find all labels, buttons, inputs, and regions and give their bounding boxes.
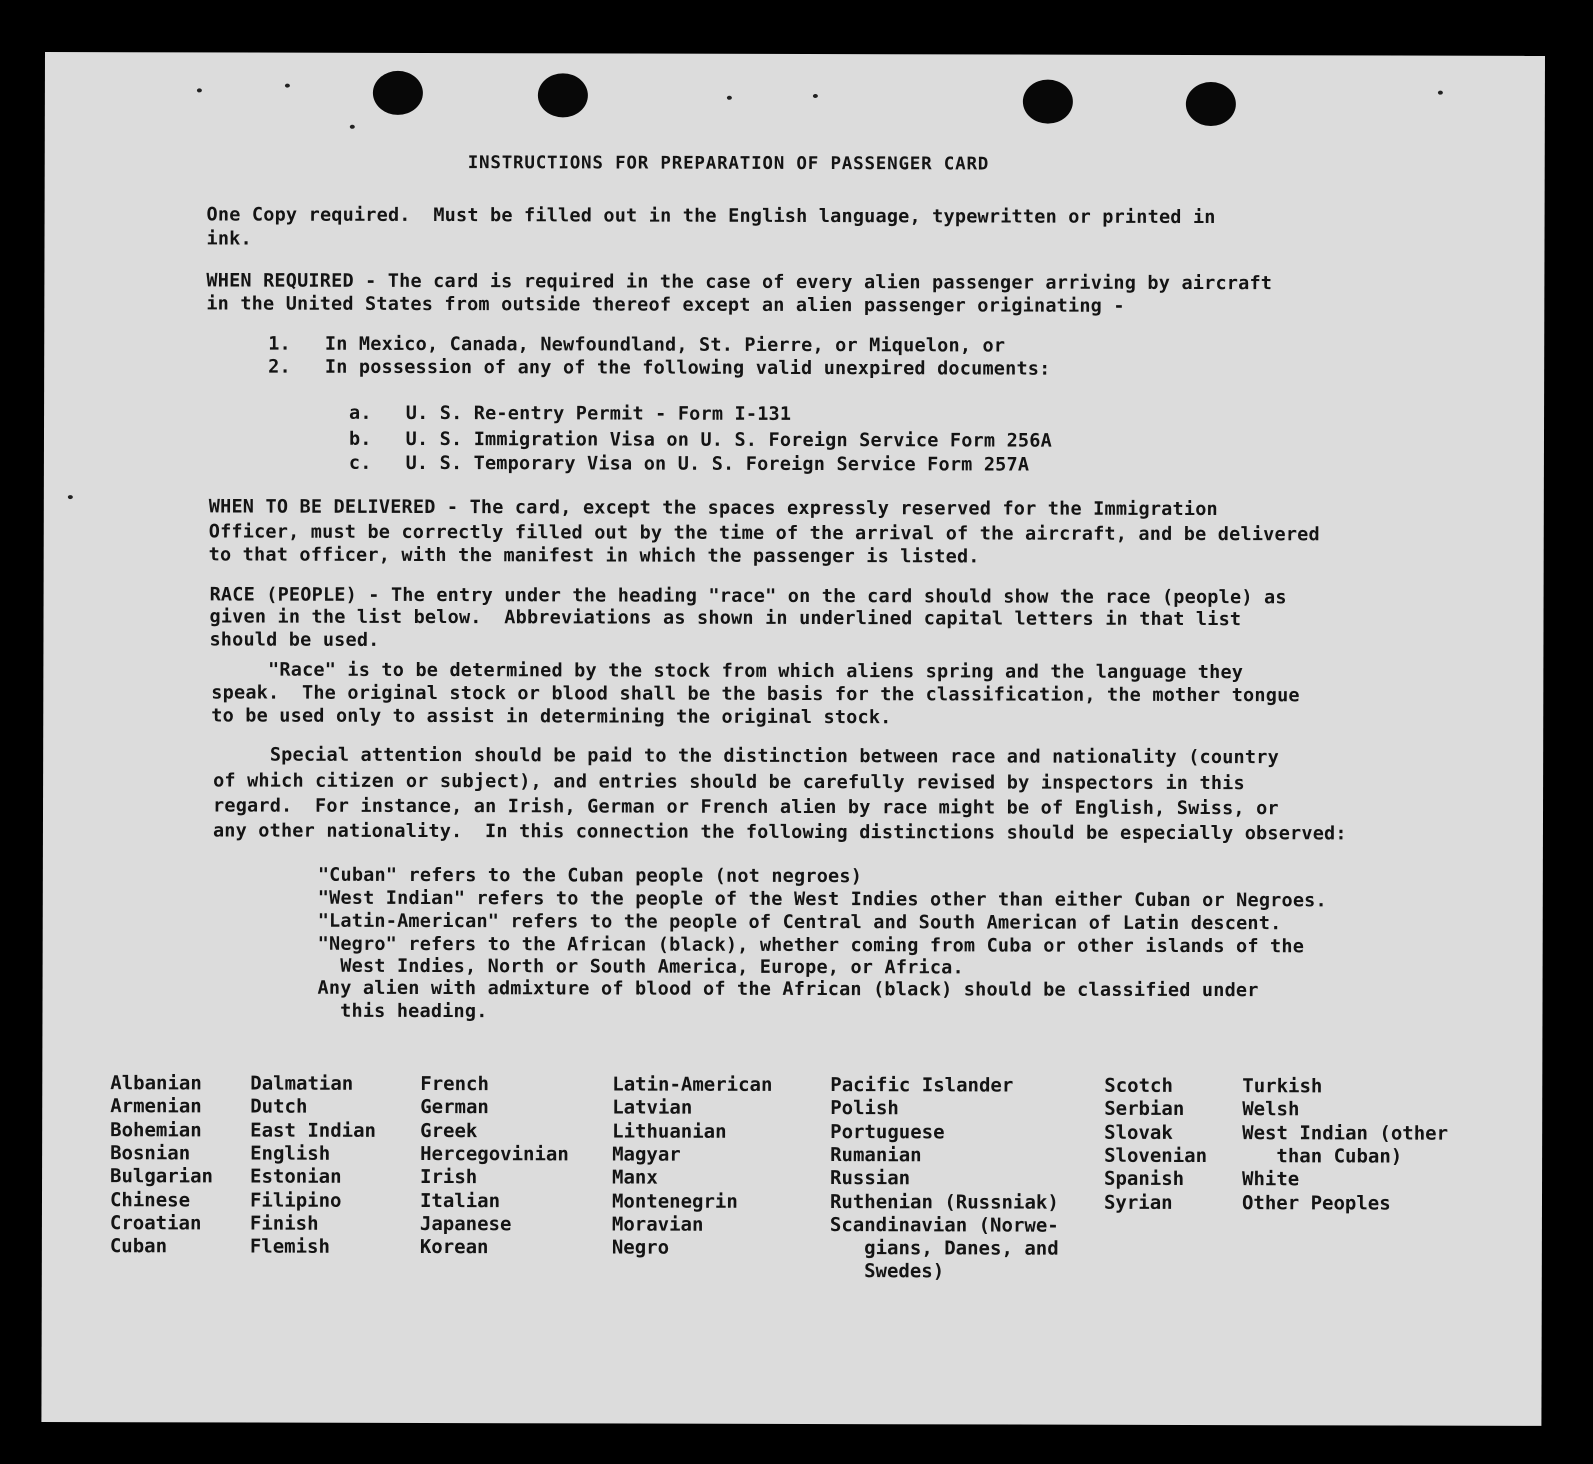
race-list-item: Flemish <box>249 1235 330 1258</box>
when-delivered-line: Officer, must be correctly filled out by the time of the arrival of the aircraft, and be delivered <box>208 521 1320 546</box>
document-item: c. U. S. Temporary Visa on U. S. Foreign Service Form 257A <box>348 452 1030 476</box>
race-line: RACE (PEOPLE) - The entry under the heading "race" on the card should show the race (people) as <box>209 584 1287 609</box>
special-attention-line: regard. For instance, an Irish, German or French alien by race might be of English, Swiss, or <box>212 795 1279 820</box>
distinction-line: this heading. <box>317 1000 488 1023</box>
race-list-item: Ruthenian (Russniak) <box>829 1190 1059 1214</box>
race-list-item: Armenian <box>110 1095 202 1118</box>
race-list-item: Magyar <box>612 1143 681 1166</box>
distinction-line: West Indies, North or South America, Europe, or Africa. <box>317 955 964 979</box>
distinction-line: "Cuban" refers to the Cuban people (not negroes) <box>317 864 863 888</box>
race-list-item: Dutch <box>250 1095 308 1118</box>
intro-line: One Copy required. Must be filled out in the English language, typewritten or printed in <box>206 204 1216 229</box>
race-list-item: Cuban <box>109 1235 168 1258</box>
when-required-line: WHEN REQUIRED - The card is required in the case of every alien passenger arriving by aircraft <box>206 270 1273 295</box>
document-item: a. U. S. Re-entry Permit - Form I-131 <box>349 402 792 425</box>
race-list-item: Pacific Islander <box>830 1074 1014 1097</box>
race-list-item: Finish <box>249 1212 319 1235</box>
race-list-item: Welsh <box>1242 1098 1300 1121</box>
race-list-item: Hercegovinian <box>420 1142 569 1166</box>
special-attention-line: of which citizen or subject), and entries should be carefully revised by inspectors in this <box>213 770 1245 795</box>
race-list-item: Other Peoples <box>1241 1191 1391 1215</box>
race-list-item: Turkish <box>1242 1075 1323 1098</box>
race-list-item: Slovenian <box>1104 1144 1208 1167</box>
distinction-line: "West Indian" refers to the people of the West Indies other than either Cuban or Negroes. <box>317 887 1327 912</box>
race-list-item: Lithuanian <box>612 1120 727 1143</box>
race-list-item: Serbian <box>1104 1098 1185 1121</box>
when-delivered-line: WHEN TO BE DELIVERED - The card, except the spaces expressly reserved for the Immigration <box>208 496 1218 521</box>
race-list-item: Japanese <box>419 1212 512 1236</box>
punch-hole <box>1186 82 1236 126</box>
race-list-item: Korean <box>419 1236 489 1259</box>
race-list-item: Latvian <box>612 1096 693 1119</box>
race-determined-line: to be used only to assist in determining the original stock. <box>211 705 892 729</box>
speck <box>813 94 818 98</box>
race-list-item: Rumanian <box>830 1143 922 1167</box>
race-list-item: White <box>1242 1168 1300 1191</box>
punch-hole <box>538 73 588 117</box>
distinction-line: "Latin-American" refers to the people of Central and South American of Latin descent. <box>317 910 1282 935</box>
race-list-item: French <box>420 1072 489 1096</box>
race-list-item: Bosnian <box>110 1142 191 1165</box>
race-list-item: Swedes) <box>829 1260 945 1283</box>
special-attention-line: any other nationality. In this connection the following distinctions should be especially observed: <box>212 820 1347 845</box>
when-required-line: in the United States from outside thereof except an alien passenger originating - <box>206 293 1125 317</box>
race-list-item: Polish <box>830 1097 899 1120</box>
race-list-item: Russian <box>830 1167 911 1190</box>
numbered-item: 1. In Mexico, Canada, Newfoundland, St. Pierre, or Miquelon, or <box>268 333 1006 357</box>
race-line: should be used. <box>209 629 380 651</box>
speck <box>68 495 73 499</box>
race-list-item: Bohemian <box>110 1118 202 1142</box>
race-list-item: East Indian <box>250 1119 377 1142</box>
race-list-item: Scotch <box>1104 1074 1173 1097</box>
race-list-item: Chinese <box>109 1188 191 1211</box>
race-list-item: Albanian <box>110 1072 202 1095</box>
speck <box>285 84 290 88</box>
speck <box>727 96 732 100</box>
race-list-item: Montenegrin <box>611 1189 738 1213</box>
race-list-item: Spanish <box>1104 1167 1185 1191</box>
race-list-item: than Cuban) <box>1242 1145 1403 1168</box>
race-list-item: Latin-American <box>612 1073 773 1096</box>
race-list-item: Croatian <box>109 1211 202 1235</box>
race-list-item: Moravian <box>611 1213 704 1236</box>
page-title: INSTRUCTIONS FOR PREPARATION OF PASSENGER CARD <box>467 153 990 175</box>
special-attention-line: Special attention should be paid to the distinction between race and nationality (country <box>213 744 1279 769</box>
punch-hole <box>1023 80 1073 124</box>
speck <box>350 125 355 129</box>
race-list-item: Slovak <box>1104 1121 1173 1144</box>
document-page <box>41 52 1545 1426</box>
race-list-item: Filipino <box>249 1189 342 1212</box>
race-list-item: Irish <box>420 1166 478 1189</box>
race-list-item: Negro <box>611 1236 670 1259</box>
race-determined-line: speak. The original stock or blood shall be the basis for the classification, the mother tongue <box>211 682 1300 707</box>
race-list-item: German <box>420 1096 489 1119</box>
document-item: b. U. S. Immigration Visa on U. S. Foreign Service Form 256A <box>348 428 1052 452</box>
race-list-item: Italian <box>419 1189 501 1212</box>
race-line: given in the list below. Abbreviations as shown in underlined capital letters in that list <box>209 606 1242 631</box>
race-list-item: Manx <box>612 1166 658 1189</box>
distinction-line: Any alien with admixture of blood of the African (black) should be classified under <box>317 977 1259 1002</box>
race-list-item: gians, Danes, and <box>829 1237 1059 1260</box>
punch-hole <box>373 71 423 115</box>
numbered-item: 2. In possession of any of the following valid unexpired documents: <box>268 356 1051 380</box>
when-delivered-line: to that officer, with the manifest in which the passenger is listed. <box>208 544 980 568</box>
race-list-item: Estonian <box>250 1165 342 1188</box>
race-list-item: Bulgarian <box>110 1165 214 1188</box>
speck <box>197 88 202 92</box>
race-list-item: West Indian (other <box>1242 1121 1449 1145</box>
race-list-item: Syrian <box>1103 1191 1173 1214</box>
race-list-item: Portuguese <box>830 1120 945 1143</box>
race-list-item: Greek <box>420 1119 478 1142</box>
race-list-item: English <box>250 1142 331 1165</box>
distinction-line: "Negro" refers to the African (black), whether coming from Cuba or other islands of the <box>317 933 1305 958</box>
race-list-item: Dalmatian <box>250 1072 354 1095</box>
race-determined-line: "Race" is to be determined by the stock from which aliens spring and the language they <box>211 659 1244 684</box>
speck <box>1438 91 1443 95</box>
intro-line: ink. <box>206 228 252 250</box>
race-list-item: Scandinavian (Norwe- <box>829 1213 1059 1237</box>
